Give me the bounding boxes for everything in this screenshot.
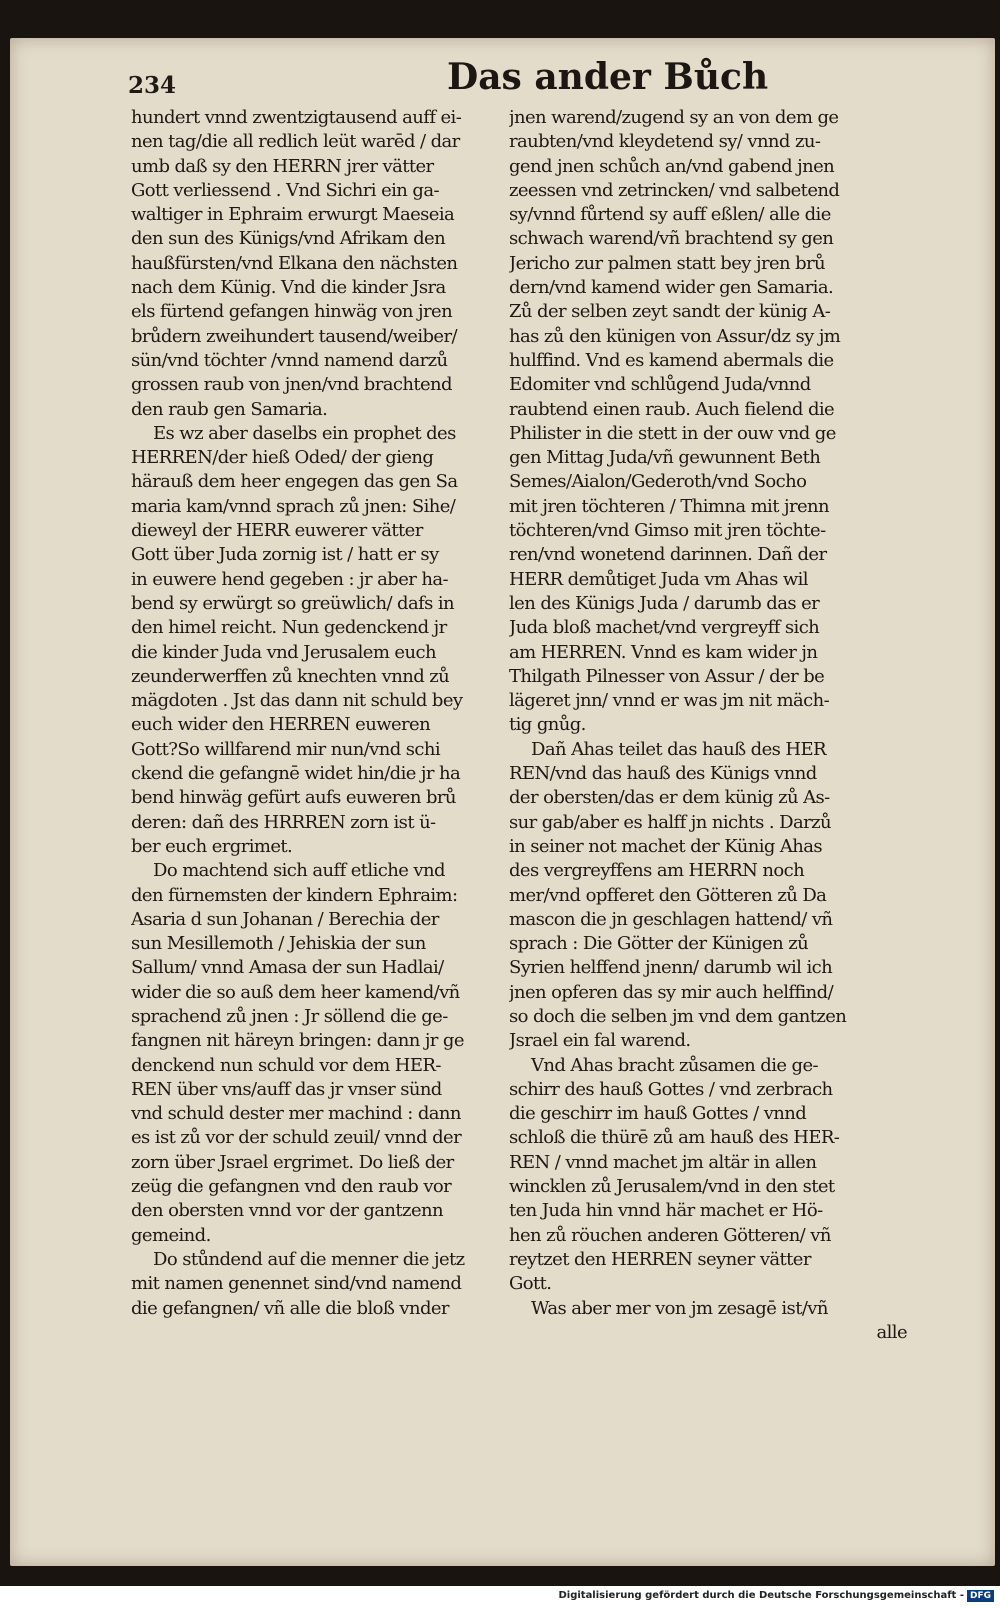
text-line: umb daß sy den HERRN jrer vätter [131, 155, 434, 177]
text-line: dieweyl der HERR euwerer vätter [131, 520, 423, 542]
text-line: nach dem Künig. Vnd die kinder Jsra [131, 277, 446, 299]
text-line: euch wider den HERREN euweren [131, 714, 431, 736]
text-line: die geschirr im hauß Gottes / vnnd [509, 1103, 807, 1125]
text-line: Edomiter vnd schlůgend Juda/vnnd [509, 374, 811, 396]
text-line: gemeind. [131, 1224, 211, 1246]
text-line: bend sy erwürgt so greüwlich/ dafs in [131, 592, 455, 614]
text-line: den sun des Künigs/vnd Afrikam den [131, 228, 446, 250]
text-line: gen Mittag Juda/vñ gewunnent Beth [509, 447, 821, 469]
text-line: Es wz aber daselbs ein prophet des [153, 422, 456, 444]
text-line: grossen raub von jnen/vnd brachtend [131, 374, 452, 396]
text-line: mit jren töchteren / Thimna mit jrenn [509, 495, 829, 517]
text-line: jnen opferen das sy mir auch helffind/ [509, 981, 834, 1003]
text-line: der obersten/das er dem künig zů As- [509, 787, 830, 809]
text-line: Dañ Ahas teilet das hauß des HER [531, 738, 826, 760]
text-line: Jsrael ein fal warend. [509, 1030, 691, 1052]
text-line: sy/vnnd fůrtend sy auff eßlen/ alle die [509, 204, 831, 226]
text-line: mascon die jn geschlagen hattend/ vñ [509, 908, 833, 930]
text-line: die gefangnen/ vñ alle die bloß vnder [131, 1297, 449, 1319]
text-line: sur gab/aber es halff jn nichts . Darzů [509, 811, 831, 833]
text-line: hulffind. Vnd es kamend abermals die [509, 349, 834, 371]
text-line: den raub gen Samaria. [131, 398, 328, 420]
text-line: HERREN/der hieß Oded/ der gieng [131, 447, 434, 469]
text-line: Gott verliessend . Vnd Sichri ein ga- [131, 179, 439, 201]
text-line: Philister in die stett in der ouw vnd ge [509, 422, 836, 444]
text-line: sprachend zů jnen : Jr söllend die ge- [131, 1005, 448, 1027]
text-line: Asaria d sun Johanan / Berechia der [131, 908, 439, 930]
text-line: den himel reicht. Nun gedenckend jr [131, 617, 447, 639]
text-line: Semes/Aialon/Gederoth/vnd Socho [509, 471, 807, 493]
text-line: haußfürsten/vnd Elkana den nächsten [131, 252, 458, 274]
credit-text: Digitalisierung gefördert durch die Deutsche Forschungsgemeinschaft - [558, 1590, 964, 1601]
text-line: brůdern zweihundert tausend/weiber/ [131, 325, 457, 347]
text-line: jnen warend/zugend sy an von dem ge [509, 107, 839, 128]
text-line: lägeret jnn/ vnnd er was jm nit mäch- [509, 690, 830, 712]
text-line: wincklen zů Jerusalem/vnd in den stet [509, 1176, 835, 1198]
text-line: Juda bloß machet/vnd vergreyff sich [509, 617, 820, 639]
text-line: die kinder Juda vnd Jerusalem euch [131, 641, 436, 663]
text-line: zeüg die gefangnen vnd den raub vor [131, 1176, 452, 1198]
text-line: deren: dañ des HRRREN zorn ist ü- [131, 811, 436, 833]
text-line: reytzet den HERREN seyner vätter [509, 1248, 811, 1270]
text-line: Thilgath Pilnesser von Assur / der be [509, 665, 825, 687]
text-line: zeessen vnd zetrincken/ vnd salbetend [509, 179, 840, 201]
text-line: ber euch ergrimet. [131, 835, 293, 857]
text-line: vnd schuld dester mer machind : dann [131, 1103, 461, 1125]
text-line: REN/vnd das hauß des Künigs vnnd [509, 763, 817, 785]
text-line: am HERREN. Vnnd es kam wider jn [509, 641, 818, 663]
running-head: Das ander Bůch [447, 56, 769, 98]
text-line: els fürtend gefangen hinwäg von jren [131, 301, 453, 323]
text-line: zorn über Jsrael ergrimet. Do ließ der [131, 1151, 454, 1173]
text-line: des vergreyffens am HERRN noch [509, 860, 805, 882]
text-line: Zů der selben zeyt sandt der künig A- [509, 301, 831, 323]
text-line: sün/vnd töchter /vnnd namend darzů [131, 349, 448, 371]
text-line: Gott über Juda zornig ist / hatt er sy [131, 544, 439, 566]
text-line: schwach warend/vñ brachtend sy gen [509, 228, 834, 250]
left-text-column [131, 106, 529, 1321]
text-line: waltiger in Ephraim erwurgt Maeseia [131, 204, 455, 226]
text-line: Vnd Ahas bracht zůsamen die ge- [531, 1054, 818, 1076]
text-line: härauß dem heer engegen das gen Sa [131, 471, 458, 493]
text-line: schloß die thürē zů am hauß des HER- [509, 1127, 840, 1149]
text-line: hen zů röuchen anderen Götteren/ vñ [509, 1224, 831, 1246]
text-line: Gott?So willfarend mir nun/vnd schi [131, 738, 441, 760]
text-line: tig gnůg. [509, 714, 586, 736]
text-line: zeunderwerffen zů knechten vnnd zů [131, 665, 450, 687]
page-number: 234 [128, 72, 177, 99]
text-line: alle [876, 1321, 907, 1343]
text-line: denckend nun schuld vor dem HER- [131, 1054, 441, 1076]
text-line: gend jnen schůch an/vnd gabend jnen [509, 155, 835, 177]
text-line: Gott. [509, 1273, 552, 1295]
dfg-logo: DFG [967, 1590, 994, 1602]
text-line: hundert vnnd zwentzigtausend auff ei- [131, 107, 462, 128]
text-line: mer/vnd opfferet den Götteren zů Da [509, 884, 827, 906]
text-line: den fürnemsten der kindern Ephraim: [131, 884, 458, 906]
text-line: in euwere hend gegeben : jr aber ha- [131, 568, 449, 590]
book-page [10, 38, 995, 1566]
text-line: Syrien helffend jnenn/ darumb wil ich [509, 957, 833, 979]
text-line: wider die so auß dem heer kamend/vñ [131, 981, 460, 1003]
text-line: fangnen nit häreyn bringen: dann jr ge [131, 1030, 464, 1052]
text-line: Jericho zur palmen statt bey jren brů [509, 252, 826, 274]
text-line: raubtend einen raub. Auch fielend die [509, 398, 835, 420]
text-line: ckend die gefangnē widet hin/die jr ha [131, 763, 461, 785]
text-line: den obersten vnnd vor der gantzenn [131, 1200, 443, 1222]
text-line: HERR demůtiget Juda vm Ahas wil [509, 568, 808, 590]
digitization-credit [558, 1590, 994, 1602]
text-line: nen tag/die all redlich leüt warēd / dar [131, 131, 460, 153]
text-line: Was aber mer von jm zesagē ist/vñ [531, 1297, 828, 1319]
text-line: raubten/vnd kleydetend sy/ vnnd zu- [509, 131, 821, 153]
text-line: Do machtend sich auff etliche vnd [153, 860, 445, 882]
text-line: REN über vns/auff das jr vnser sünd [131, 1078, 442, 1100]
text-line: sprach : Die Götter der Künigen zů [509, 933, 809, 955]
text-line: mit namen genennet sind/vnd namend [131, 1273, 462, 1295]
text-line: Do stůndend auf die menner die jetz [153, 1248, 465, 1270]
text-line: mägdoten . Jst das dann nit schuld bey [131, 690, 463, 712]
text-line: bend hinwäg gefürt aufs euweren brů [131, 787, 456, 809]
right-text-column [509, 106, 907, 1345]
text-line: so doch die selben jm vnd dem gantzen [509, 1005, 847, 1027]
text-line: len des Künigs Juda / darumb das er [509, 592, 820, 614]
text-line: töchteren/vnd Gimso mit jren töchte- [509, 520, 826, 542]
text-line: in seiner not machet der Künig Ahas [509, 835, 823, 857]
text-line: has zů den künigen von Assur/dz sy jm [509, 325, 841, 347]
text-line: dern/vnd kamend wider gen Samaria. [509, 277, 834, 299]
text-line: schirr des hauß Gottes / vnd zerbrach [509, 1078, 833, 1100]
text-line: Sallum/ vnnd Amasa der sun Hadlai/ [131, 957, 444, 979]
text-line: maria kam/vnnd sprach zů jnen: Sihe/ [131, 495, 456, 517]
text-line: REN / vnnd machet jm altär in allen [509, 1151, 817, 1173]
text-line: ten Juda hin vnnd här machet er Hö- [509, 1200, 823, 1222]
text-line: ren/vnd wonetend darinnen. Dañ der [509, 544, 827, 566]
text-line: es ist zů vor der schuld zeuil/ vnnd der [131, 1127, 462, 1149]
text-line: sun Mesillemoth / Jehiskia der sun [131, 933, 426, 955]
